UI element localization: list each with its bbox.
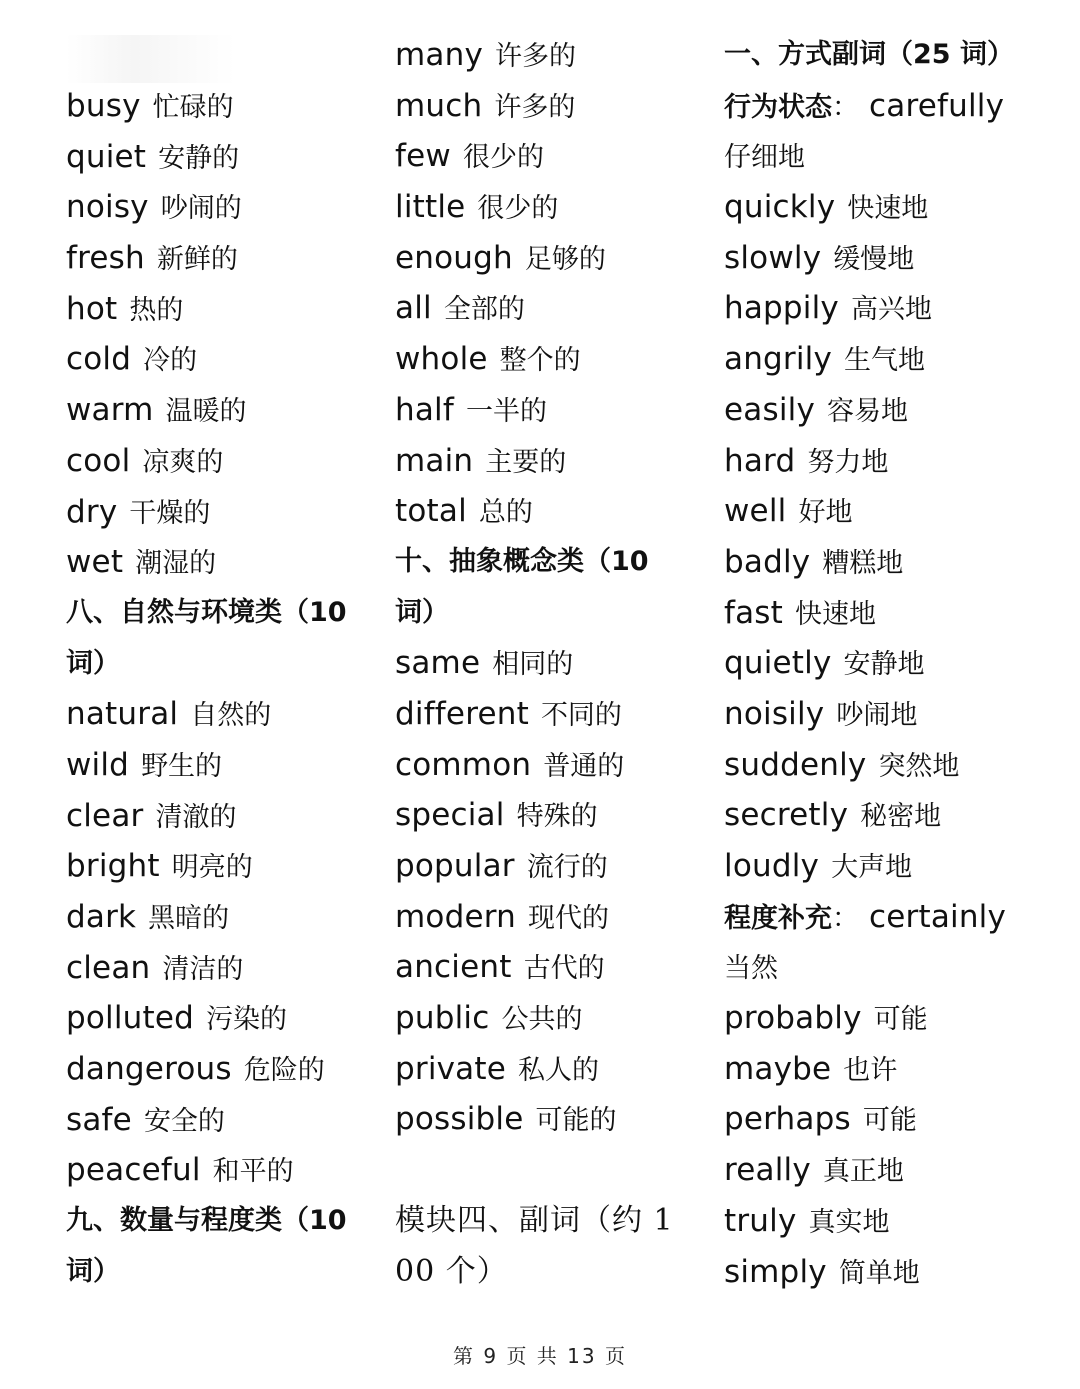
chinese-meaning: 清澈的 xyxy=(155,801,237,833)
chinese-meaning: 干燥的 xyxy=(129,497,211,529)
chinese-meaning: 快速地 xyxy=(795,598,877,630)
english-word: clear xyxy=(66,797,144,834)
vocab-entry xyxy=(66,385,406,436)
chinese-meaning: 吵闹的 xyxy=(160,193,242,225)
vocab-entry xyxy=(66,81,406,132)
vocab-entry xyxy=(724,689,1074,740)
chinese-meaning: 和平的 xyxy=(212,1156,294,1188)
vocab-entry xyxy=(66,943,406,994)
english-word: natural xyxy=(66,696,179,733)
vocab-entry xyxy=(66,132,406,183)
page-footer: 第 9 页 共 13 页 xyxy=(453,1344,627,1368)
english-word: fast xyxy=(724,594,784,631)
vocab-entry xyxy=(724,1196,1074,1247)
english-word: possible xyxy=(395,1101,524,1138)
chinese-meaning: 总的 xyxy=(478,497,533,529)
vocab-entry xyxy=(66,537,406,588)
vocab-entry xyxy=(724,537,1074,588)
vocab-entry xyxy=(395,892,735,943)
english-word: well xyxy=(724,493,787,530)
vocab-entry xyxy=(724,1094,1074,1145)
vocab-meaning-line xyxy=(724,131,1074,182)
chinese-meaning: 可能的 xyxy=(535,1105,617,1137)
chinese-meaning: 全部的 xyxy=(443,294,525,326)
vocab-entry xyxy=(724,436,1074,487)
section-heading: 词） xyxy=(66,647,120,679)
vocab-entry xyxy=(724,182,1074,233)
chinese-meaning: 冷的 xyxy=(143,345,198,377)
vocab-entry xyxy=(724,283,1074,334)
chinese-meaning: 公共的 xyxy=(501,1004,583,1036)
section-heading: 九、数量与程度类（10 xyxy=(66,1205,347,1237)
english-word: much xyxy=(395,87,483,124)
vocab-entry xyxy=(66,689,406,740)
chinese-meaning: 真正地 xyxy=(822,1156,904,1188)
english-word: whole xyxy=(395,341,488,378)
chinese-meaning: 大声地 xyxy=(831,852,913,883)
chinese-meaning: 安静地 xyxy=(843,649,925,681)
chinese-meaning: 新鲜的 xyxy=(156,244,238,276)
chinese-meaning: 秘密地 xyxy=(860,801,942,833)
english-word: enough xyxy=(395,239,513,276)
english-word: common xyxy=(395,746,532,783)
chinese-meaning: 相同的 xyxy=(492,649,574,681)
chinese-meaning: 潮湿的 xyxy=(135,548,217,580)
vocab-entry xyxy=(724,790,1074,841)
scan-smudge xyxy=(66,35,236,83)
chinese-meaning: 可能 xyxy=(873,1004,928,1036)
chinese-meaning: 努力地 xyxy=(807,446,889,478)
vocab-entry xyxy=(395,1044,735,1095)
chinese-meaning: 忙碌的 xyxy=(152,92,234,123)
chinese-meaning: 热的 xyxy=(129,294,184,326)
vocab-entry xyxy=(395,385,735,436)
vocab-entry xyxy=(395,1094,735,1145)
english-word: safe xyxy=(66,1101,132,1138)
english-word: quiet xyxy=(66,138,147,175)
english-word: different xyxy=(395,695,529,732)
column-3 xyxy=(724,30,1074,1297)
chinese-meaning: 安全的 xyxy=(143,1105,225,1137)
english-word: all xyxy=(395,290,432,327)
vocab-entry xyxy=(66,182,406,233)
chinese-meaning: 快速地 xyxy=(847,193,929,225)
column-2 xyxy=(395,30,735,1297)
english-word: probably xyxy=(724,1000,862,1037)
english-word: busy xyxy=(66,88,141,124)
chinese-meaning: 现代的 xyxy=(527,902,609,934)
vocab-entry xyxy=(66,993,406,1044)
chinese-meaning: 当然 xyxy=(724,953,778,985)
english-word: noisily xyxy=(724,695,825,732)
english-word: quietly xyxy=(724,645,832,682)
english-word: badly xyxy=(724,543,811,580)
english-word: secretly xyxy=(724,797,849,834)
vocab-entry xyxy=(66,740,406,791)
english-word: main xyxy=(395,442,474,479)
english-word: really xyxy=(724,1152,811,1189)
chinese-meaning: 特殊的 xyxy=(516,801,598,833)
chinese-meaning: 真实地 xyxy=(808,1206,890,1238)
chinese-meaning: 也许 xyxy=(843,1054,898,1086)
vocab-entry xyxy=(395,283,735,334)
english-word: same xyxy=(395,645,481,682)
vocab-entry xyxy=(66,791,406,842)
vocab-entry xyxy=(66,334,406,385)
vocab-entry xyxy=(66,487,406,538)
chinese-meaning: 简单地 xyxy=(838,1257,920,1289)
english-word: dry xyxy=(66,493,118,530)
chinese-meaning: 流行的 xyxy=(526,852,608,883)
english-word: simply xyxy=(724,1253,827,1290)
column-1 xyxy=(66,81,406,1298)
chinese-meaning: 黑暗的 xyxy=(148,903,230,934)
english-word: half xyxy=(395,391,454,428)
vocab-entry xyxy=(66,841,406,892)
vocab-entry xyxy=(395,334,735,385)
english-word: public xyxy=(395,1000,490,1037)
chinese-meaning: 私人的 xyxy=(518,1054,600,1086)
english-word: modern xyxy=(395,898,516,935)
english-word: total xyxy=(395,493,467,530)
subsection-separator: ： xyxy=(832,902,859,934)
english-word: few xyxy=(395,138,451,175)
english-word: bright xyxy=(66,848,160,885)
vocab-meaning-line xyxy=(724,942,1074,993)
subsection-label: 程度补充 xyxy=(724,902,832,934)
chinese-meaning: 可能 xyxy=(862,1105,917,1137)
vocab-entry xyxy=(395,182,735,233)
section-heading: 八、自然与环境类（10 xyxy=(66,596,347,628)
chinese-meaning: 污染的 xyxy=(206,1004,288,1036)
chinese-meaning: 容易地 xyxy=(827,395,908,427)
chinese-meaning: 整个的 xyxy=(499,345,581,377)
chinese-meaning: 清洁的 xyxy=(162,953,244,985)
vocab-entry xyxy=(724,993,1074,1044)
vocab-entry xyxy=(395,30,735,81)
vocab-entry xyxy=(395,436,735,487)
vocab-entry xyxy=(724,233,1074,284)
english-word: clean xyxy=(66,949,151,986)
blank-line xyxy=(395,1145,735,1196)
english-word: truly xyxy=(724,1202,797,1239)
vocab-entry xyxy=(724,638,1074,689)
vocab-entry xyxy=(395,486,735,537)
english-word: polluted xyxy=(66,1000,195,1037)
vocab-entry xyxy=(66,284,406,335)
chinese-meaning: 古代的 xyxy=(523,953,605,985)
english-word: hard xyxy=(724,442,796,479)
chinese-meaning: 很少的 xyxy=(477,193,559,225)
chinese-meaning: 主要的 xyxy=(485,446,567,478)
english-word: dark xyxy=(66,899,137,935)
vocab-entry xyxy=(66,436,406,487)
section-heading: 词） xyxy=(66,1255,120,1287)
english-word: many xyxy=(395,37,483,73)
section-heading: 词） xyxy=(395,596,449,628)
chinese-meaning: 危险的 xyxy=(243,1055,325,1087)
vocab-entry xyxy=(724,385,1074,436)
english-word: ancient xyxy=(395,949,512,986)
module-heading: 模块四、副词（约 1 xyxy=(395,1202,674,1238)
subsection-separator: ： xyxy=(832,91,859,123)
vocab-entry xyxy=(395,841,735,892)
chinese-meaning: 仔细地 xyxy=(724,142,805,174)
english-word: hot xyxy=(66,290,118,327)
vocab-entry xyxy=(724,486,1074,537)
chinese-meaning: 高兴地 xyxy=(850,294,932,326)
vocab-entry xyxy=(724,1247,1074,1298)
chinese-meaning: 许多的 xyxy=(495,41,576,72)
english-word: special xyxy=(395,797,505,834)
english-word: quickly xyxy=(724,189,836,226)
vocab-entry xyxy=(66,233,406,284)
vocab-entry xyxy=(724,841,1074,892)
chinese-meaning: 凉爽的 xyxy=(142,446,224,478)
english-word: certainly xyxy=(869,898,1007,935)
english-word: perhaps xyxy=(724,1101,851,1138)
vocab-entry xyxy=(724,1145,1074,1196)
chinese-meaning: 温暖的 xyxy=(165,396,247,428)
subsection-entry xyxy=(724,81,1074,132)
english-word: little xyxy=(395,189,466,226)
vocab-entry xyxy=(395,131,735,182)
chinese-meaning: 好地 xyxy=(798,497,853,529)
english-word: wet xyxy=(66,544,124,581)
chinese-meaning: 不同的 xyxy=(540,699,622,731)
vocab-entry xyxy=(395,942,735,993)
chinese-meaning: 明亮的 xyxy=(171,852,253,884)
vocab-entry xyxy=(395,638,735,689)
vocab-entry xyxy=(724,740,1074,791)
vocab-entry xyxy=(66,892,406,943)
vocab-entry xyxy=(66,1044,406,1095)
english-word: carefully xyxy=(869,87,1005,124)
english-word: cold xyxy=(66,341,132,378)
english-word: noisy xyxy=(66,189,149,226)
english-word: slowly xyxy=(724,239,822,276)
english-word: dangerous xyxy=(66,1051,232,1088)
english-word: warm xyxy=(66,392,154,429)
vocab-entry xyxy=(395,993,735,1044)
vocab-entry xyxy=(724,588,1074,639)
vocab-entry xyxy=(395,233,735,284)
subsection-entry xyxy=(724,892,1074,943)
english-word: maybe xyxy=(724,1050,832,1087)
chinese-meaning: 糟糕地 xyxy=(822,547,904,579)
vocab-entry xyxy=(395,81,735,132)
chinese-meaning: 一半的 xyxy=(465,395,547,427)
vocab-entry xyxy=(724,334,1074,385)
chinese-meaning: 吵闹地 xyxy=(836,699,918,731)
english-word: peaceful xyxy=(66,1152,201,1189)
chinese-meaning: 缓慢地 xyxy=(833,243,915,275)
vocab-entry xyxy=(395,790,735,841)
english-word: popular xyxy=(395,848,515,884)
english-word: loudly xyxy=(724,848,820,884)
english-word: happily xyxy=(724,290,839,327)
chinese-meaning: 很少的 xyxy=(462,142,544,174)
vocab-entry xyxy=(724,1044,1074,1095)
vocab-entry xyxy=(395,740,735,791)
chinese-meaning: 许多的 xyxy=(494,91,576,123)
chinese-meaning: 生气地 xyxy=(844,345,926,377)
chinese-meaning: 普通的 xyxy=(543,750,625,782)
module-heading: 00 个） xyxy=(395,1253,508,1289)
english-word: suddenly xyxy=(724,746,867,783)
chinese-meaning: 安静的 xyxy=(158,142,240,174)
vocab-entry xyxy=(395,689,735,740)
english-word: private xyxy=(395,1050,507,1087)
section-heading: 十、抽象概念类（10 xyxy=(395,545,649,577)
english-word: fresh xyxy=(66,240,145,277)
english-word: angrily xyxy=(724,341,833,378)
chinese-meaning: 自然的 xyxy=(190,700,272,732)
english-word: wild xyxy=(66,746,130,783)
chinese-meaning: 野生的 xyxy=(141,750,223,782)
section-heading: 一、方式副词（25 词） xyxy=(724,39,1014,70)
subsection-label: 行为状态 xyxy=(724,91,832,123)
chinese-meaning: 突然地 xyxy=(878,750,960,782)
chinese-meaning: 足够的 xyxy=(524,243,606,275)
english-word: cool xyxy=(66,442,131,479)
english-word: easily xyxy=(724,391,815,428)
vocab-entry xyxy=(66,1095,406,1146)
vocab-entry xyxy=(66,1145,406,1196)
